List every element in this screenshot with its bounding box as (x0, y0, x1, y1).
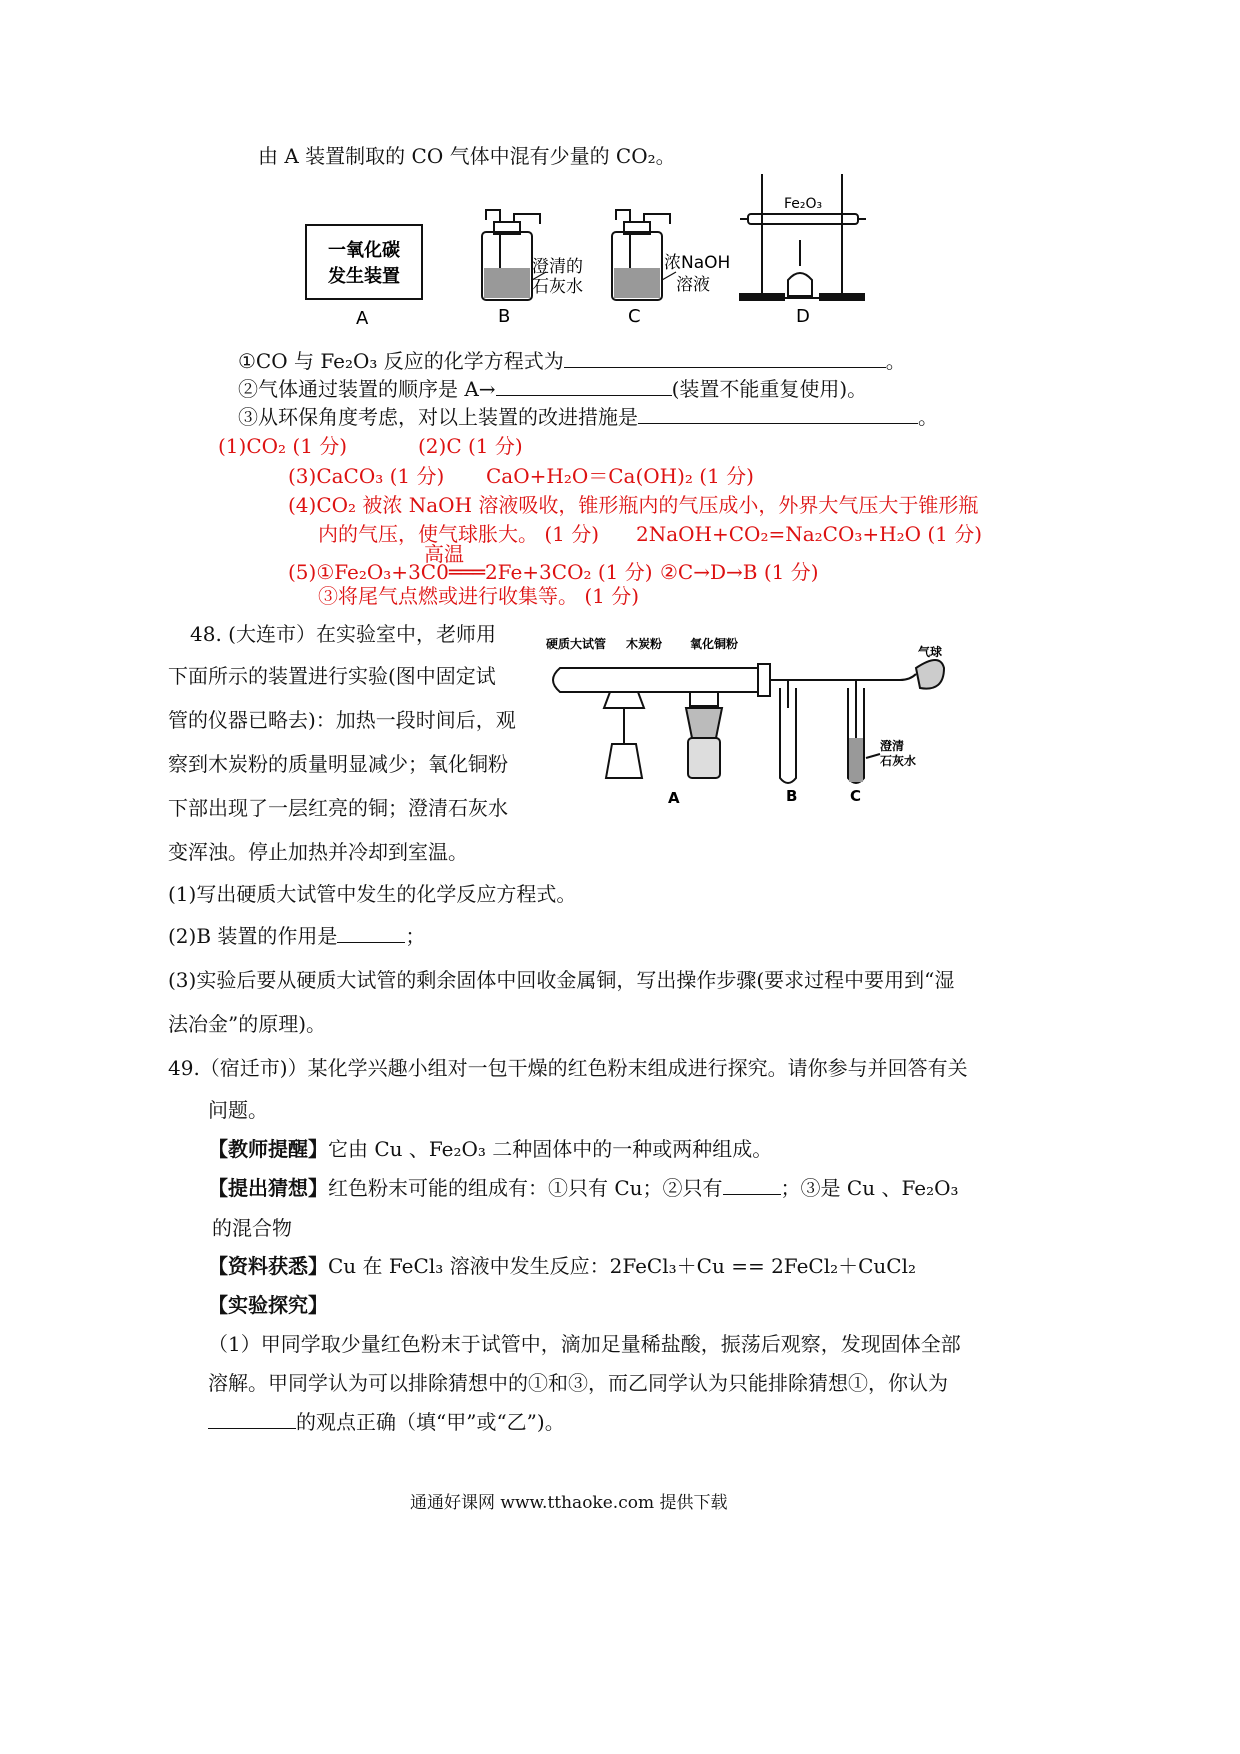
box-line1: 一氧化碳 (328, 240, 400, 261)
label-a: A (356, 308, 369, 329)
c-text1: 浓NaOH (664, 253, 731, 273)
answer-5c: ③将尾气点燃或进行收集等。 (1 分) (318, 584, 640, 608)
label-a: A (668, 789, 680, 807)
q48-part3-line1: (3)实验后要从硬质大试管的剩余固体中回收金属铜，写出操作步骤(要求过程中要用到“湿 (168, 968, 955, 992)
blank-5[interactable] (723, 1176, 781, 1195)
answer-4-line2: 内的气压，使气球胀大。 (1 分) (318, 522, 600, 546)
q49-guess: 【提出猜想】红色粉末可能的组成有：①只有 Cu；②只有 ；③是 Cu 、Fe₂O₃ (208, 1176, 959, 1200)
label-c: C (850, 787, 862, 805)
box-line2: 发生装置 (328, 266, 400, 287)
q49-exp-line3: 的观点正确（填“甲”或“乙”)。 (208, 1406, 565, 1435)
q48-line2: 下面所示的装置进行实验(图中固定试 (168, 664, 496, 688)
blank-1[interactable] (564, 349, 886, 368)
label-b: B (786, 787, 798, 805)
q49-exp-line1: （1）甲同学取少量红色粉末于试管中，滴加足量稀盐酸，振荡后观察，发现固体全部 (208, 1332, 961, 1356)
carbon-label: 木炭粉 (626, 637, 663, 651)
q47-apparatus-diagram (300, 170, 1000, 330)
blank-3[interactable] (638, 405, 918, 424)
q49-exp-line2: 溶解。甲同学认为可以排除猜想中的①和③，而乙同学认为只能排除猜想①，你认为 (208, 1371, 948, 1395)
b-text1: 澄清的 (532, 257, 583, 277)
q48-part1: (1)写出硬质大试管中发生的化学反应方程式。 (168, 882, 577, 906)
q48-line1: 48. (大连市）在实验室中，老师用 (190, 622, 496, 646)
answer-4-eq: 2NaOH+CO₂=Na₂CO₃+H₂O (1 分) (636, 522, 983, 546)
label-c: C (628, 306, 641, 327)
limewater-label2: 石灰水 (880, 754, 917, 768)
blank-2[interactable] (496, 377, 672, 396)
answer-3b: CaO+H₂O＝Ca(OH)₂ (1 分) (486, 464, 754, 488)
q48-line6: 变浑浊。停止加热并冷却到室温。 (168, 840, 468, 864)
q47-sub3: ③从环保角度考虑，对以上装置的改进措施是 。 (238, 405, 938, 429)
answer-5b: ②C→D→B (1 分) (660, 560, 819, 584)
blank-6[interactable] (208, 1410, 296, 1429)
q47-intro: 由 A 装置制取的 CO 气体中混有少量的 CO₂。 (258, 144, 676, 168)
q48-part3-line2: 法冶金”的原理)。 (168, 1012, 327, 1036)
q49-exp-tag: 【实验探究】 (208, 1293, 328, 1317)
blank-4[interactable] (337, 924, 405, 943)
q47-sub2: ②气体通过装置的顺序是 A→ (装置不能重复使用)。 (238, 377, 868, 401)
co-generator-box (306, 225, 422, 299)
q48-line4: 察到木炭粉的质量明显减少；氧化铜粉 (168, 752, 508, 776)
answer-1: (1)CO₂ (1 分) (218, 434, 348, 458)
limewater-label1: 澄清 (880, 739, 905, 753)
label-d: D (796, 306, 810, 327)
c-text2: 溶液 (676, 275, 710, 295)
answer-5-condition: 高温 (424, 542, 464, 566)
answer-3: (3)CaCO₃ (1 分) (288, 464, 445, 488)
q49-info: 【资料获悉】Cu 在 FeCl₃ 溶液中发生反应：2FeCl₃＋Cu == 2FeCl₂＋CuCl₂ (208, 1254, 917, 1278)
answer-2: (2)C (1 分) (418, 434, 523, 458)
q49-hint: 【教师提醒】它由 Cu 、Fe₂O₃ 二种固体中的一种或两种组成。 (208, 1137, 773, 1161)
q47-sub1: ①CO 与 Fe₂O₃ 反应的化学方程式为 。 (238, 349, 906, 373)
balloon-label: 气球 (918, 645, 943, 659)
cuo-label: 氧化铜粉 (690, 637, 739, 651)
b-text2: 石灰水 (532, 277, 583, 297)
q49-line1: 49.（宿迁市)）某化学兴趣小组对一包干燥的红色粉末组成进行探究。请你参与并回答有关 (168, 1056, 968, 1080)
label-b: B (498, 306, 511, 327)
q48-apparatus-diagram (540, 628, 960, 808)
answer-5-eq: (5)①Fe₂O₃+3C0═══2Fe+3CO₂ (1 分) (288, 560, 653, 584)
q48-line5: 下部出现了一层红亮的铜；澄清石灰水 (168, 796, 508, 820)
q48-line3: 管的仪器已略去)：加热一段时间后，观 (168, 708, 516, 732)
answer-4-line1: (4)CO₂ 被浓 NaOH 溶液吸收，锥形瓶内的气压成小，外界大气压大于锥形瓶 (288, 493, 979, 517)
tube-label: 硬质大试管 (546, 637, 607, 651)
q49-guess-line2: 的混合物 (212, 1216, 292, 1240)
footer: 通通好课网 www.tthaoke.com 提供下载 (410, 1493, 728, 1513)
q49-line2: 问题。 (208, 1098, 268, 1122)
d-text: Fe₂O₃ (784, 196, 823, 212)
q48-part2: (2)B 装置的作用是 ； (168, 924, 426, 948)
